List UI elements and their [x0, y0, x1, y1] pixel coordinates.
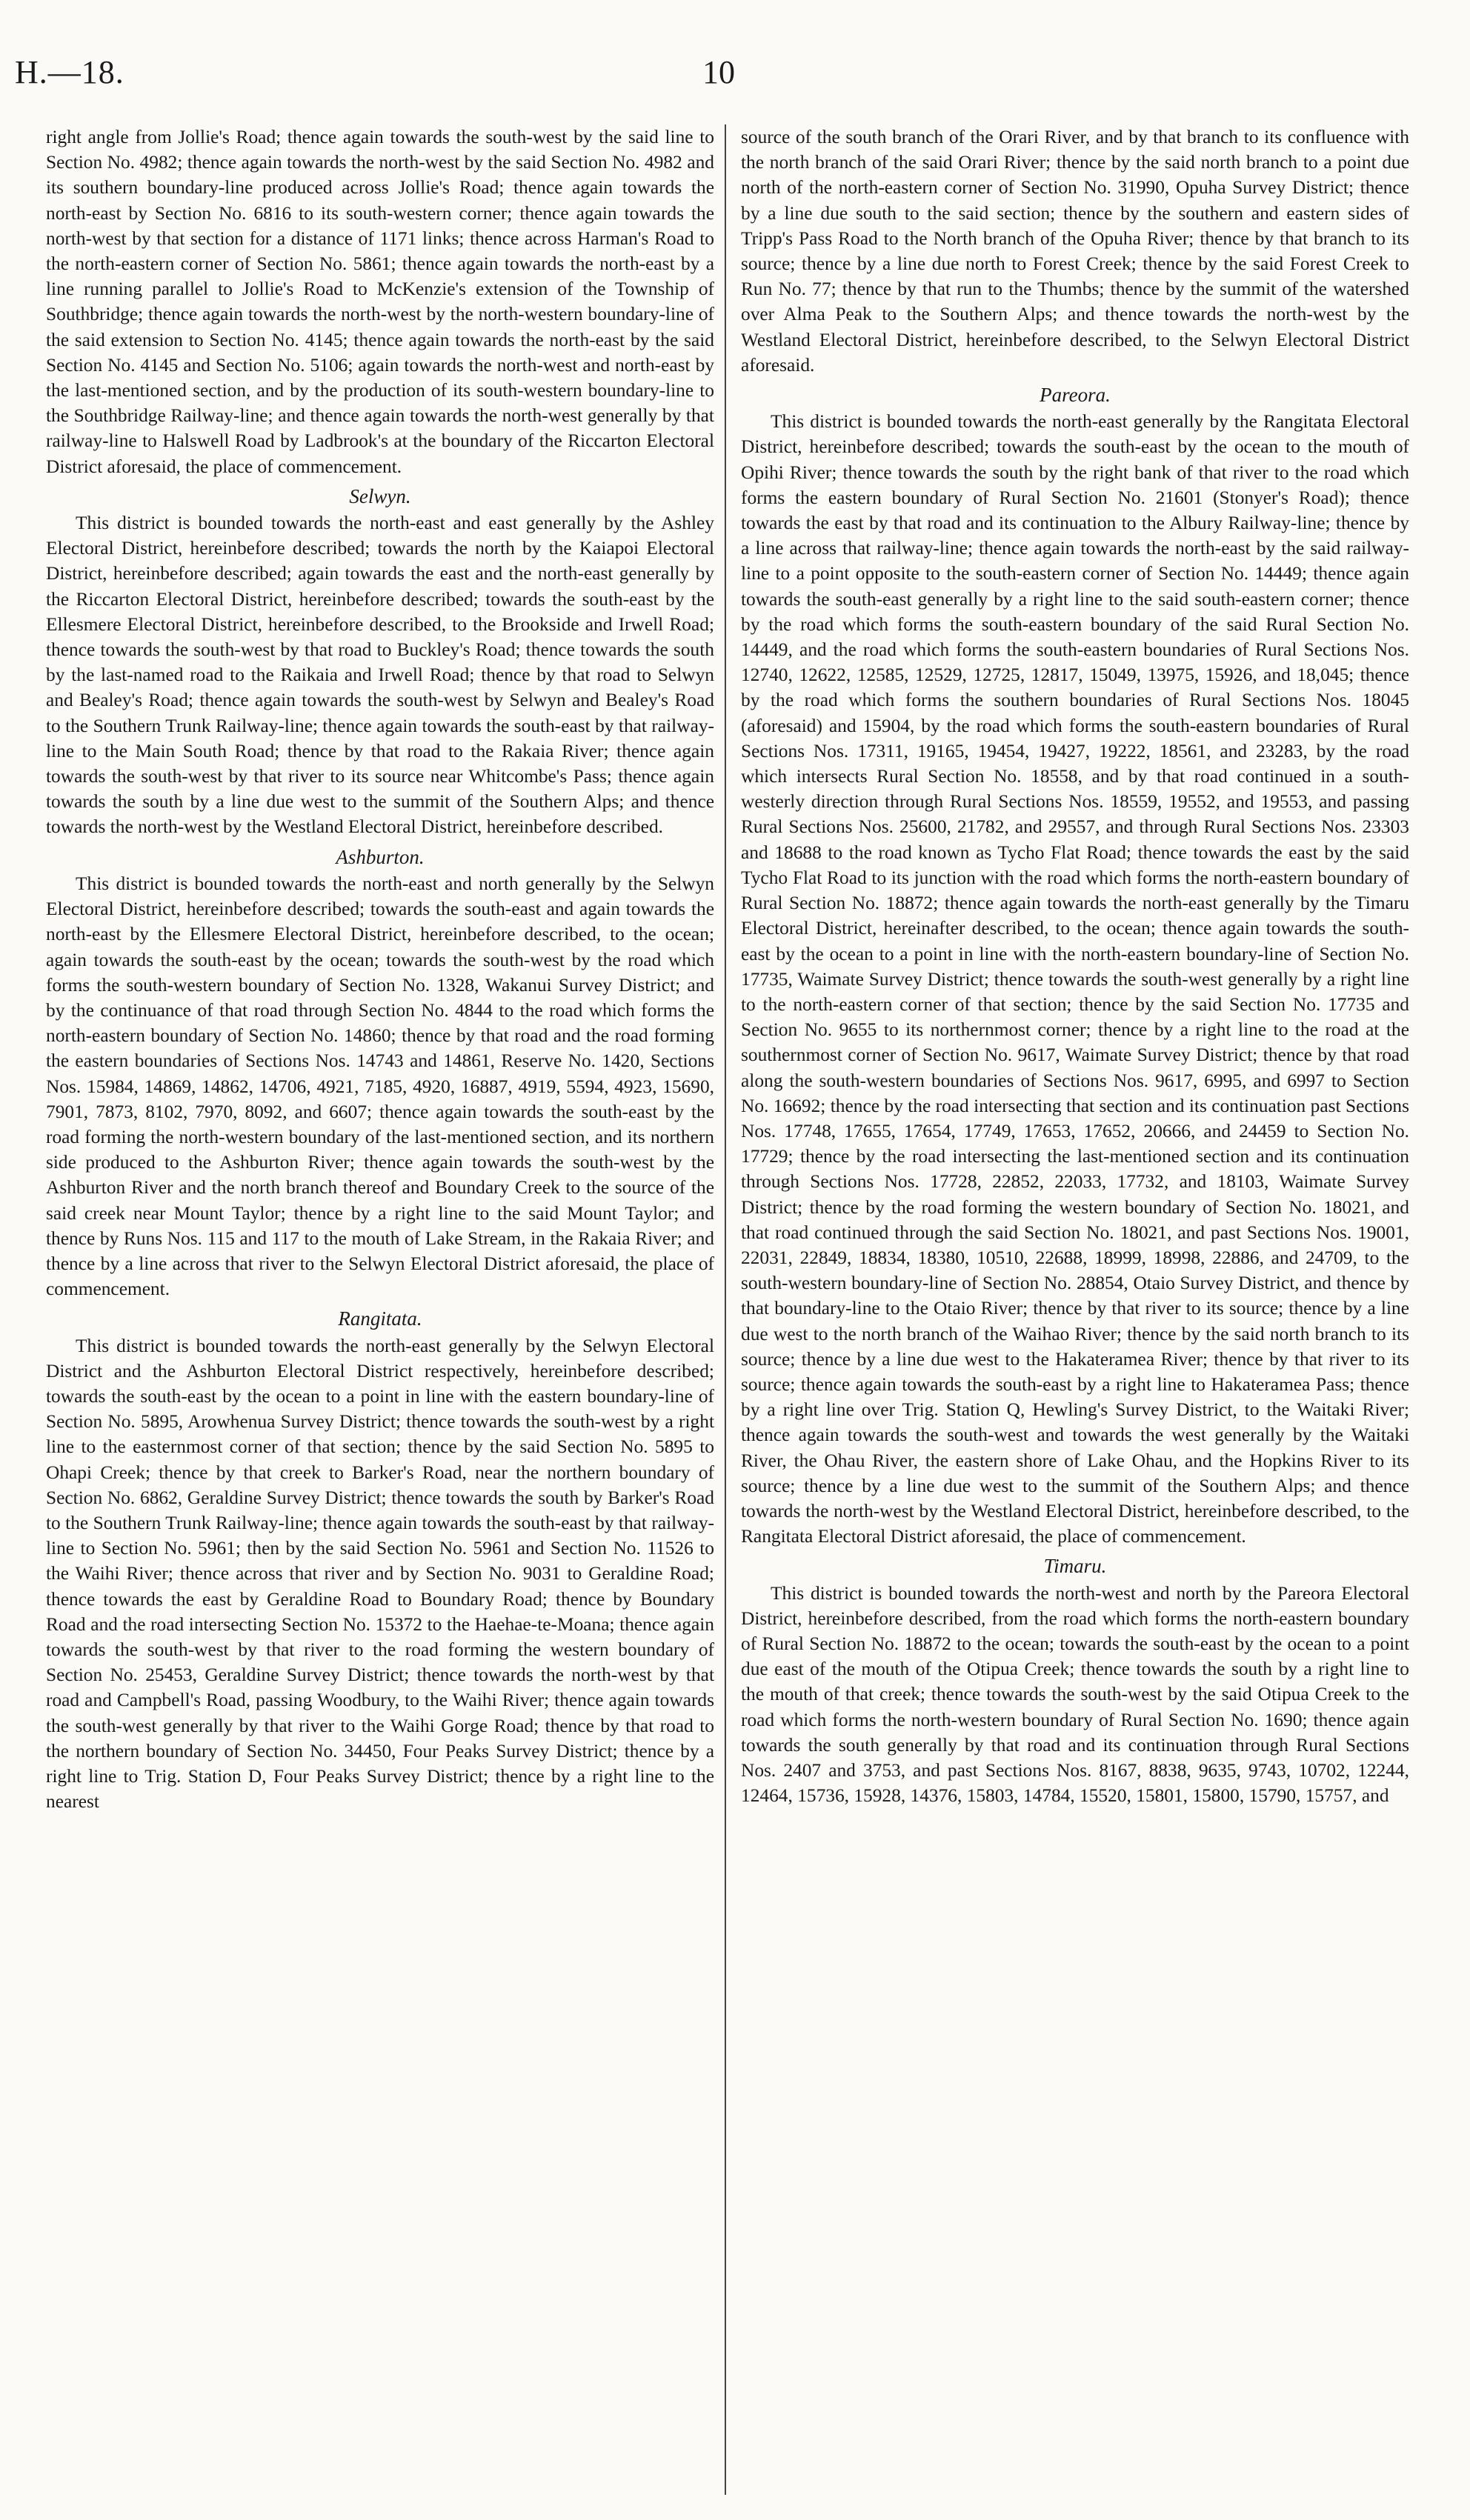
ashburton-paragraph: This district is bounded towards the north-east and north generally by the Selwyn Electoral District, hereinbefore described; towards the south-east and again towards the north-east by the Ellesmere Electoral District, hereinbefore described, to the ocean; again towards the south-east by the ocean; towards the south-west by the road which forms the south-western boundary of Section No. 1328, Wakanui Survey District; and by the continuance of that road through Section No. 4844 to the road which forms the north-eastern boundary of Section No. 14860; thence by that road and the road forming the eastern boundaries of Sections Nos. 14743 and 14861, Reserve No. 1420, Sections Nos. 15984, 14869, 14862, 14706, 4921, 7185, 4920, 16887, 4919, 5594, 4923, 15690, 7901, 7873, 8102, 7970, 8092, and 6607; thence again towards the south-east by the road forming the north-western boundary of the last-mentioned section, and its northern side produced to the Ashburton River; thence again towards the south-west by the Ashburton River and the north branch thereof and Boundary Creek to the source of the said creek near Mount Taylor; thence by a right line to the said Mount Taylor; and thence by Runs Nos. 115 and 117 to the mouth of Lake Stream, in the Rakaia River; and thence by a line across that river to the Selwyn Electoral District aforesaid, the place of commencement.	[46, 873, 714, 1300]
selwyn-heading: Selwyn.	[349, 484, 411, 507]
timaru-paragraph: This district is bounded towards the north-west and north by the Pareora Electoral District, hereinbefore described, from the road which forms the north-eastern boundary of Rural Section No. 18872 to the ocean; towards the south-east by the ocean to a point due east of the mouth of the Otipua Creek; thence towards the south by a right line to the mouth of that creek; thence towards the south-west by the said Otipua Creek to the road which forms the north-western boundary of Rural Section No. 1690; thence again towards the south generally by that road and its continuation through Rural Sections Nos. 2407 and 3753, and past Sections Nos. 8167, 8838, 9635, 9743, 10702, 12244, 12464, 15736, 15928, 14376, 15803, 14784, 15520, 15801, 15800, 15790, 15757, and	[741, 1582, 1409, 1807]
rangitata-paragraph: This district is bounded towards the north-east generally by the Selwyn Electoral District and the Ashburton Electoral District respectively, hereinbefore described; towards the south-east by the ocean to a point in line with the eastern boundary-line of Section No. 5895, Arowhenua Survey District; thence towards the south-west by a right line to the easternmost corner of that section; thence by the said Section No. 5895 to Ohapi Creek; thence by that creek to Barker's Road, near the northern boundary of Section No. 6862, Geraldine Survey District; thence towards the south by Barker's Road to the Southern Trunk Railway-line; thence again towards the south-east by that railway-line to Section No. 5961; then by the said Section No. 5961 and Section No. 11526 to the Waihi River; thence across that river and by Section No. 9031 to Geraldine Road; thence towards the east by Geraldine Road to Boundary Road; thence by Boundary Road and the road intersecting Section No. 15372 to the Haehae-te-Moana; thence again towards the south-west by that river to the road forming the western boundary of Section No. 25453, Geraldine Survey District; thence towards the north-west by that road and Campbell's Road, passing Woodbury, to the Waihi River; thence again towards the south-west generally by that river to the Waihi Gorge Road; thence by that road to the northern boundary of Section No. 34450, Four Peaks Survey District; thence by a right line to Trig. Station D, Four Peaks Survey District; thence by a right line to the nearest	[46, 1335, 714, 1813]
ashburton-heading: Ashburton.	[336, 845, 425, 868]
timaru-heading: Timaru.	[1043, 1555, 1107, 1578]
pareora-heading: Pareora.	[1040, 384, 1111, 407]
left-column	[46, 124, 714, 1814]
pareora-paragraph: This district is bounded towards the north-east generally by the Rangitata Electoral District, hereinbefore described; towards the south-east by the ocean to the mouth of Opihi River; thence towards the south by the right bank of that river to the road which forms the eastern boundary of Rural Section No. 21601 (Stonyer's Road); thence towards the east by that road and its continuation to the Albury Railway-line; thence by a line across that railway-line; thence again towards the north-east by the said railway-line to a point opposite to the south-eastern corner of Section No. 14449; thence again towards the south-east generally by a right line to the said south-eastern corner; thence by the road which forms the south-eastern boundary of the said Rural Section No. 14449, and the road which forms the south-eastern boundaries of Rural Sections Nos. 12740, 12622, 12585, 12529, 12725, 12817, 15049, 13975, 15926, and 18,045; thence by the road which forms the southern boundaries of Rural Sections Nos. 18045 (aforesaid) and 15904, by the road which forms the south-eastern boundaries of Rural Sections Nos. 17311, 19165, 19454, 19427, 19222, 18561, and 23283, by the road which intersects Rural Section No. 18558, and by that road continued in a south-westerly direction through Rural Sections Nos. 18559, 19552, and 19553, and passing Rural Sections Nos. 25600, 21782, and 29557, and through Rural Sections Nos. 23303 and 18688 to the road known as Tycho Flat Road; thence towards the east by the said Tycho Flat Road to its junction with the road which forms the north-eastern boundary of Rural Section No. 18872; thence again towards the north-east generally by the Timaru Electoral District, hereinafter described, to the ocean; thence again towards the south-east by the ocean to a point in line with the north-eastern boundary-line of Section No. 17735, Waimate Survey District; thence towards the south-west generally by a right line to the north-eastern corner of that section; thence by the said Section No. 17735 and Section No. 9655 to its northernmost corner; thence by a right line to the road at the southernmost corner of Section No. 9617, Waimate Survey District; thence by that road along the south-western boundaries of Sections Nos. 9617, 6995, and 6997 to Section No. 16692; thence by the road intersecting that section and its continuation past Sections Nos. 17748, 17655, 17654, 17749, 17653, 17652, 20666, and 24459 to Section No. 17729; thence by the road intersecting the last-mentioned section and its continuation through Sections Nos. 17728, 22852, 22033, 17732, and 18103, Waimate Survey District; thence by the road forming the western boundary of Section No. 18021, and that road continued through the said Section No. 18021, and past Sections Nos. 19001, 22031, 22849, 18834, 18380, 10510, 22688, 18999, 18998, 22886, and 24709, to the south-western boundary-line of Section No. 28854, Otaio Survey District, and thence by that boundary-line to the Otaio River; thence by that river to its source; thence by a line due west to the north branch of the Waihao River; thence by the said north branch to its source; thence by a line due west to the Hakateramea River; thence by that river to its source; thence again towards the south-east by a right line to Hakateramea Pass; thence by a right line over Trig. Station Q, Hewling's Survey District, to the Waitaki River; thence again towards the south-west and towards the west generally by the Waitaki River, the Ohau River, the eastern shore of Lake Ohau, and the Hopkins River to its source; thence by a line due west to the summit of the Southern Alps; and thence towards the north-west by the Westland Electoral District, hereinbefore described, to the Rangitata Electoral District aforesaid, the place of commencement.	[741, 411, 1409, 1547]
selwyn-paragraph: This district is bounded towards the north-east and east generally by the Ashley Electoral District, hereinbefore described; towards the north by the Kaiapoi Electoral District, hereinbefore described; again towards the east and the north-east generally by the Riccarton Electoral District, hereinbefore described; towards the south-east by the Ellesmere Electoral District, hereinbefore described, to the Brookside and Irwell Road; thence towards the south-west by that road to Buckley's Road; thence towards the south by the last-named road to the Raikaia and Irwell Road; thence by that road to Selwyn and Bealey's Road; thence again towards the south-west by Selwyn and Bealey's Road to the Southern Trunk Railway-line; thence again towards the south-east by that railway-line to the Main South Road; thence by that road to the Rakaia River; thence again towards the south-west by that river to its source near Whitcombe's Pass; thence again towards the south by a line due west to the summit of the Southern Alps; and thence towards the north-west by the Westland Electoral District, hereinbefore described.	[46, 513, 714, 838]
paper-reference: H.—18.	[15, 54, 124, 90]
page-number: 10	[702, 54, 735, 90]
riccarton-continued-paragraph: right angle from Jollie's Road; thence again towards the south-west by the said line to Section No. 4982; thence again towards the north-west by the said Section No. 4982 and its southern boundary-line produced across Jollie's Road; thence again towards the north-east by Section No. 6816 to its south-western corner; thence again towards the north-west by that section for a distance of 1171 links; thence across Harman's Road to the north-eastern corner of Section No. 5861; thence again towards the north-east by a line running parallel to Jollie's Road to McKenzie's extension of the Township of Southbridge; thence again towards the north-west by the north-western boundary-line of the said extension to Section No. 4145; thence again towards the north-east by the said Section No. 4145 and Section No. 5106; again towards the north-west and north-east by the last-mentioned section, and by the production of its south-western boundary-line to the Southbridge Railway-line; and thence again towards the north-west generally by that railway-line to Halswell Road by Ladbrook's at the boundary of the Riccarton Electoral District aforesaid, the place of commencement.	[46, 127, 714, 477]
rangitata-continued-paragraph: source of the south branch of the Orari River, and by that branch to its confluence with the north branch of the said Orari River; thence by the said north branch to a point due north of the north-eastern corner of Section No. 31990, Opuha Survey District; thence by a line due south to the said section; thence by the southern and eastern sides of Tripp's Pass Road to the North branch of the Opuha River; thence by that branch to its source; thence by a line due north to Forest Creek; thence by the said Forest Creek to Run No. 77; thence by that run to the Thumbs; thence by the summit of the watershed over Alma Peak to the Southern Alps; and thence towards the north-west by the Westland Electoral District, hereinbefore described, to the Selwyn Electoral District aforesaid.	[741, 127, 1409, 376]
rangitata-heading: Rangitata.	[338, 1307, 422, 1330]
right-column	[741, 124, 1409, 1808]
column-divider	[725, 124, 726, 2495]
